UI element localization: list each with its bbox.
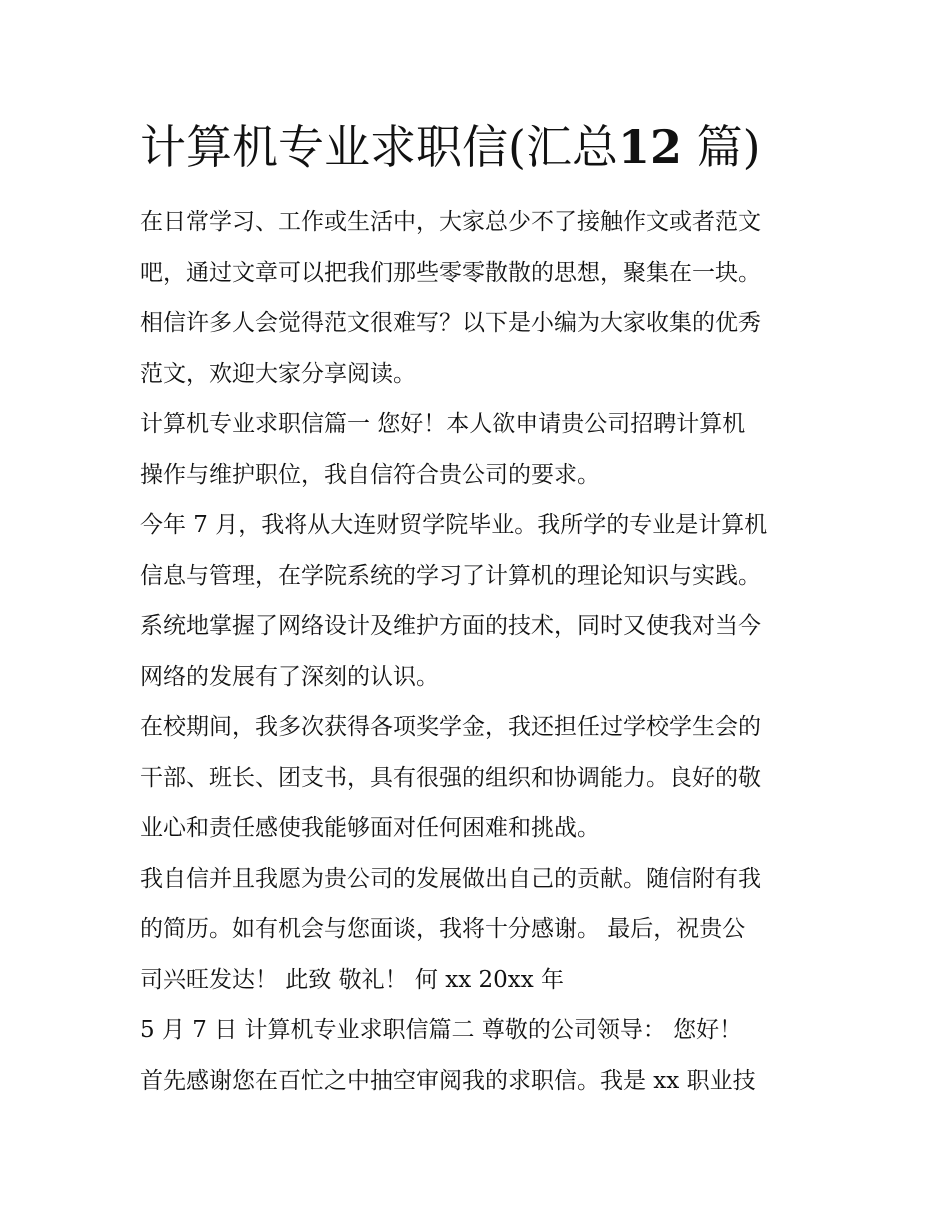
title-main-text: 计算机专业求职信(汇总 [140, 120, 618, 174]
body-line: 吧，通过文章可以把我们那些零零散散的思想，聚集在一块。 [140, 259, 761, 286]
body-line: 相信许多人会觉得范文很难写？以下是小编为大家收集的优秀 [140, 310, 761, 336]
body-line: 网络的发展有了深刻的认识。 [140, 663, 439, 690]
body-line: 我自信并且我愿为贵公司的发展做出自己的贡献。随信附有我 [140, 865, 761, 892]
document-title [140, 112, 761, 182]
body-line: 范文，欢迎大家分享阅读。 [140, 360, 416, 387]
body-line: 司兴旺发达！ 此致 敬礼！ 何 xx 20xx 年 [140, 966, 565, 993]
title-end-text: 篇) [696, 120, 761, 174]
body-line: 5 月 7 日 计算机专业求职信篇二 尊敬的公司领导： 您好！ [140, 1017, 743, 1043]
body-line: 操作与维护职位，我自信符合贵公司的要求。 [140, 461, 600, 488]
body-line: 信息与管理，在学院系统的学习了计算机的理论知识与实践。 [140, 562, 761, 589]
body-line: 在校期间，我多次获得各项奖学金，我还担任过学校学生会的 [140, 714, 761, 740]
body-line: 的简历。如有机会与您面谈，我将十分感谢。 最后，祝贵公 [140, 916, 746, 942]
body-line: 今年 7 月，我将从大连财贸学院毕业。我所学的专业是计算机 [140, 512, 768, 538]
body-line: 业心和责任感使我能够面对任何困难和挑战。 [140, 815, 600, 841]
body-line: 计算机专业求职信篇一 您好！本人欲申请贵公司招聘计算机 [140, 411, 746, 437]
document-body [140, 197, 820, 1106]
body-line: 系统地掌握了网络设计及维护方面的技术，同时又使我对当今 [140, 613, 761, 639]
title-number: 12 [617, 120, 682, 174]
body-line: 首先感谢您在百忙之中抽空审阅我的求职信。我是 xx 职业技 [140, 1067, 756, 1094]
body-line: 干部、班长、团支书，具有很强的组织和协调能力。良好的敬 [140, 764, 761, 791]
body-line: 在日常学习、工作或生活中，大家总少不了接触作文或者范文 [140, 209, 761, 235]
